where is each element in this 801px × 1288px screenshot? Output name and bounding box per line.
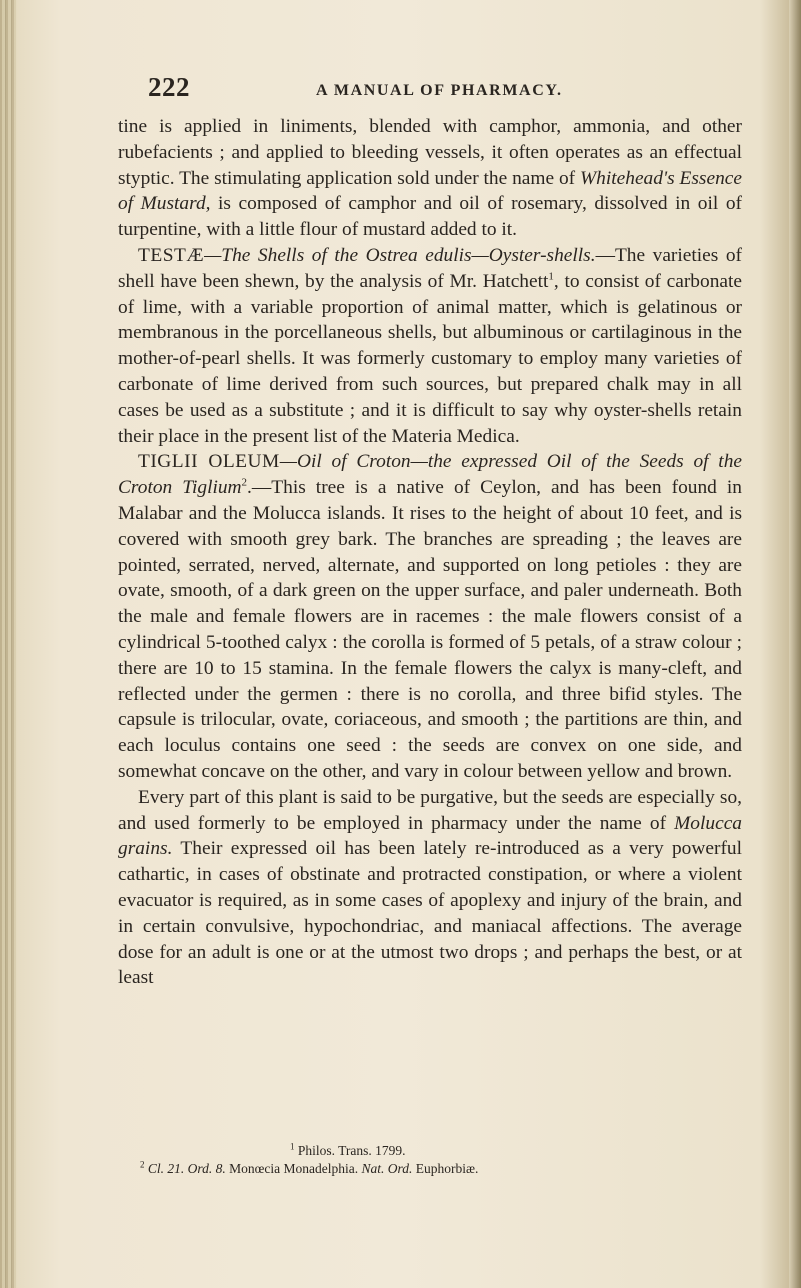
footnote-text: Cl. 21. Ord. 8.	[144, 1161, 226, 1176]
paragraph-tiglii	[118, 449, 742, 784]
body-text	[118, 114, 742, 991]
footnote-text: Nat. Ord.	[358, 1161, 413, 1176]
paragraph-text: , to consist of carbonate of lime, with a variable proportion of animal matter, which is gelatinous or membranous in the porcellaneous shells, but albuminous or cartilaginous in the mother-of-pearl shells. It was formerly customary to employ many varieties of carbonate of lime derived from such sources, but prepared chalk may in all cases be used as a substitute ; and it is difficult to say why oyster-shells retain their place in the present list of the Materia Medica.	[118, 270, 742, 447]
italic-term: Molucca grains.	[118, 812, 742, 860]
entry-title: —Oil of Croton—the expressed Oil of the Seeds of the Croton Tiglium	[118, 451, 742, 499]
page-edge	[789, 0, 801, 1288]
running-head: A MANUAL OF PHARMACY.	[316, 82, 563, 99]
footnotes	[140, 1142, 740, 1178]
page-number: 222	[148, 72, 190, 102]
book-gutter	[0, 0, 16, 1288]
page-header	[148, 72, 748, 106]
footnote-1	[140, 1142, 740, 1160]
paragraph-text: .—This tree is a native of Ceylon, and has been found in Malabar and the Molucca islands. It rises to the height of about 10 feet, and is covered with smooth grey bark. The branches are spreading ; the leaves are pointed, serrated, nerved, alternate, and supported on long petioles : they are ovate, smooth, of a dark green on the upper surface, and paler underneath. Both the male and female flowers are in racemes : the male flowers consist of a cylindrical 5-toothed calyx : the corolla is formed of 5 petals, of a straw colour ; there are 10 to 15 stamina. In the female flowers the calyx is many-cleft, and reflected under the germen : there is no corolla, and three bifid styles. The capsule is trilocular, ovate, coriaceous, and smooth ; the partitions are thin, and each loculus contains one seed : the seeds are convex on one side, and somewhat concave on the other, and vary in colour between yellow and brown.	[118, 477, 742, 782]
footnote-mark: 1	[290, 1141, 295, 1152]
paragraph-text: Their expressed oil has been lately re-introduced as a very powerful cathartic, in cases of obstinate and protracted constipation, or where a violent evacuator is required, as in some cases of apoplexy and injury of the brain, and in certain convulsive, hypochondriac, and maniacal affections. The average dose for an adult is one or at the utmost two drops ; and perhaps the best, or at least	[118, 838, 742, 989]
paragraph-purgative	[118, 785, 742, 991]
paragraph-text: tine is applied in liniments, blended with camphor, ammonia, and other rubefacients ; and applied to bleeding vessels, it often operates as an effectual styptic. The stimulating application sold under the name of	[118, 116, 742, 189]
italic-term: Whitehead's Essence of Mustard,	[118, 167, 742, 215]
paragraph-testae	[118, 243, 742, 449]
footnote-text: Monœcia Monadelphia.	[225, 1161, 359, 1176]
paragraph-text: is composed of camphor and oil of rosemary, dissolved in oil of turpentine, with a little flour of mustard added to it.	[118, 193, 742, 241]
paragraph-text: —The varieties of shell have been shewn, by the analysis of Mr. Hatchett	[118, 244, 742, 292]
entry-heading: TESTÆ	[138, 244, 205, 266]
footnote-text: Euphorbiæ.	[412, 1161, 479, 1176]
footnote-text: Philos. Trans. 1799.	[294, 1143, 406, 1158]
paragraph-turpentine	[118, 114, 742, 243]
footnote-mark: 2	[140, 1159, 145, 1170]
entry-heading: TIGLII OLEUM	[138, 451, 280, 473]
paragraph-text: Every part of this plant is said to be purgative, but the seeds are especially so, and used formerly to be employed in pharmacy under the name of	[118, 786, 742, 834]
entry-title: —The Shells of the Ostrea edulis—Oyster-shells.	[204, 244, 596, 266]
footnote-ref: 1	[548, 270, 554, 283]
footnote-2	[140, 1160, 740, 1178]
footnote-ref: 2	[241, 476, 248, 489]
